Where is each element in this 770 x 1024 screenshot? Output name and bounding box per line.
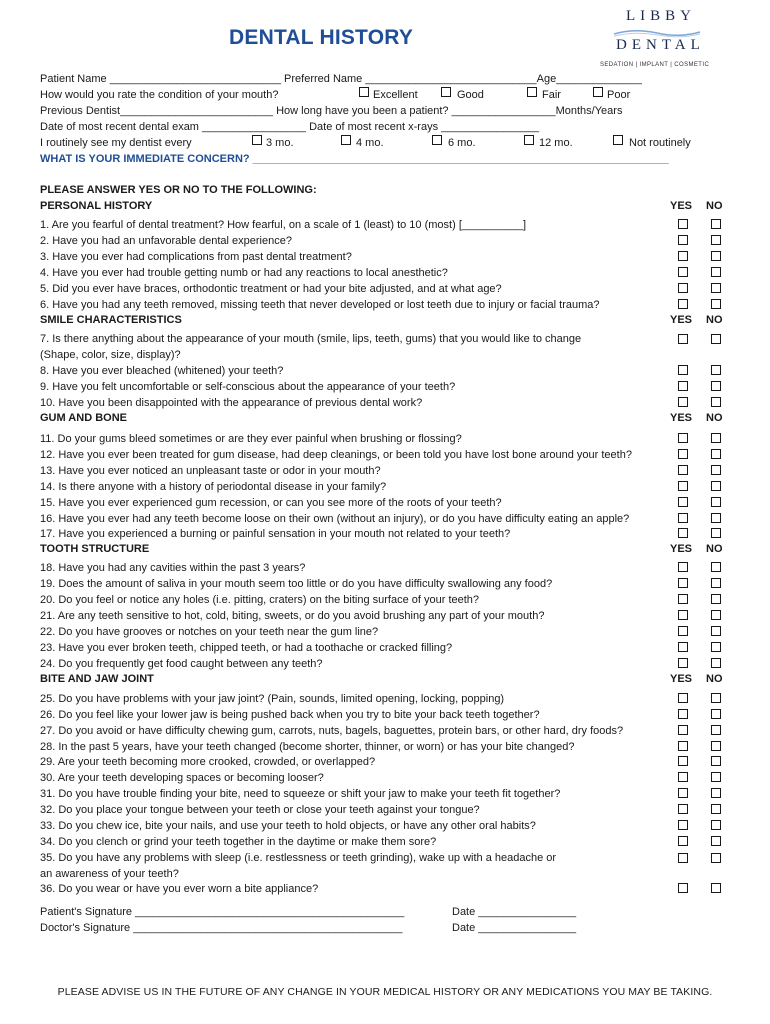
logo-line1: LIBBY: [626, 8, 696, 24]
question-2-yes-checkbox[interactable]: [678, 235, 688, 245]
section-heading-gum-and-bone: GUM AND BONE: [40, 412, 127, 424]
question-36-text: 36. Do you wear or have you ever worn a bite appliance?: [40, 883, 319, 895]
immediate-concern-line[interactable]: WHAT IS YOUR IMMEDIATE CONCERN? ____________________________________________________________________: [40, 153, 669, 165]
question-24-yes-checkbox[interactable]: [678, 658, 688, 668]
question-14-no-checkbox[interactable]: [711, 481, 721, 491]
question-3-text: 3. Have you ever had complications from past dental treatment?: [40, 251, 352, 263]
question-22-no-checkbox[interactable]: [711, 626, 721, 636]
question-6-yes-checkbox[interactable]: [678, 299, 688, 309]
question-14-text: 14. Is there anyone with a history of periodontal disease in your family?: [40, 481, 387, 493]
question-8-no-checkbox[interactable]: [711, 365, 721, 375]
question-20-text: 20. Do you feel or notice any holes (i.e. pitting, craters) on the biting surface of your teeth?: [40, 594, 480, 606]
question-10-no-checkbox[interactable]: [711, 397, 721, 407]
question-32-no-checkbox[interactable]: [711, 804, 721, 814]
question-29-no-checkbox[interactable]: [711, 756, 721, 766]
rating-excellent-checkbox[interactable]: [359, 87, 369, 97]
question-35-text-cont: an awareness of your teeth?: [40, 868, 179, 880]
question-36-yes-checkbox[interactable]: [678, 883, 688, 893]
patient-signature-date[interactable]: Date ________________: [452, 906, 577, 918]
question-12-no-checkbox[interactable]: [711, 449, 721, 459]
question-1-text: 1. Are you fearful of dental treatment? How fearful, on a scale of 1 (least) to 10 (most) [__________]: [40, 219, 527, 231]
question-29-yes-checkbox[interactable]: [678, 756, 688, 766]
frequency-3mo-label: 3 mo.: [266, 137, 294, 149]
footer-notice: PLEASE ADVISE US IN THE FUTURE OF ANY CHANGE IN YOUR MEDICAL HISTORY OR ANY MEDICATIONS YOU MAY BE TAKING.: [57, 986, 713, 998]
question-18-text: 18. Have you had any cavities within the past 3 years?: [40, 562, 306, 574]
question-21-yes-checkbox[interactable]: [678, 610, 688, 620]
question-17-no-checkbox[interactable]: [711, 528, 721, 538]
question-27-text: 27. Do you avoid or have difficulty chewing gum, carrots, nuts, bagels, baguettes, protein bars, or other hard, dry foods?: [40, 725, 624, 737]
rating-good-label: Good: [457, 89, 484, 101]
question-17-text: 17. Have you experienced a burning or painful sensation in your mouth not related to your teeth?: [40, 528, 511, 540]
question-15-yes-checkbox[interactable]: [678, 497, 688, 507]
question-33-no-checkbox[interactable]: [711, 820, 721, 830]
question-7-text: 7. Is there anything about the appearance of your mouth (smile, lips, teeth, gums) that you would like to change: [40, 333, 582, 345]
question-21-no-checkbox[interactable]: [711, 610, 721, 620]
question-14-yes-checkbox[interactable]: [678, 481, 688, 491]
question-24-no-checkbox[interactable]: [711, 658, 721, 668]
question-9-yes-checkbox[interactable]: [678, 381, 688, 391]
yes-column-header: YES: [670, 412, 693, 424]
question-36-no-checkbox[interactable]: [711, 883, 721, 893]
doctor-signature-date[interactable]: Date ________________: [452, 922, 577, 934]
rating-poor-label: Poor: [607, 89, 631, 101]
question-33-yes-checkbox[interactable]: [678, 820, 688, 830]
frequency-6mo-checkbox[interactable]: [432, 135, 442, 145]
mouth-condition-question: How would you rate the condition of your mouth?: [40, 89, 279, 101]
question-22-yes-checkbox[interactable]: [678, 626, 688, 636]
no-column-header: NO: [706, 673, 723, 685]
patient-name-line[interactable]: Patient Name ____________________________ Preferred Name ____________________________Age______________: [40, 73, 642, 85]
question-17-yes-checkbox[interactable]: [678, 528, 688, 538]
question-13-no-checkbox[interactable]: [711, 465, 721, 475]
rating-excellent-label: Excellent: [373, 89, 418, 101]
question-16-yes-checkbox[interactable]: [678, 513, 688, 523]
question-19-no-checkbox[interactable]: [711, 578, 721, 588]
yes-column-header: YES: [670, 200, 693, 212]
question-27-yes-checkbox[interactable]: [678, 725, 688, 735]
section-heading-tooth-structure: TOOTH STRUCTURE: [40, 543, 150, 555]
logo-tagline: SEDATION | IMPLANT | COSMETIC: [600, 62, 710, 68]
frequency-not-routinely-checkbox[interactable]: [613, 135, 623, 145]
question-7-yes-checkbox[interactable]: [678, 334, 688, 344]
frequency-12mo-checkbox[interactable]: [524, 135, 534, 145]
question-8-yes-checkbox[interactable]: [678, 365, 688, 375]
question-3-no-checkbox[interactable]: [711, 251, 721, 261]
question-30-text: 30. Are your teeth developing spaces or becoming looser?: [40, 772, 324, 784]
question-31-no-checkbox[interactable]: [711, 788, 721, 798]
question-11-yes-checkbox[interactable]: [678, 433, 688, 443]
question-29-text: 29. Are your teeth becoming more crooked, crowded, or overlapped?: [40, 756, 376, 768]
question-26-text: 26. Do you feel like your lower jaw is being pushed back when you try to bite your back teeth together?: [40, 709, 540, 721]
doctor-signature-line[interactable]: Doctor's Signature ____________________________________________: [40, 922, 403, 934]
question-13-yes-checkbox[interactable]: [678, 465, 688, 475]
question-6-text: 6. Have you had any teeth removed, missing teeth that never developed or lost teeth due to injury or facial trauma?: [40, 299, 600, 311]
question-22-text: 22. Do you have grooves or notches on your teeth near the gum line?: [40, 626, 379, 638]
question-23-text: 23. Have you ever broken teeth, chipped teeth, or had a toothache or cracked filling?: [40, 642, 453, 654]
question-16-text: 16. Have you ever had any teeth become loose on their own (without an injury), or do you have difficulty eating an apple?: [40, 513, 630, 525]
question-1-no-checkbox[interactable]: [711, 219, 721, 229]
question-25-yes-checkbox[interactable]: [678, 693, 688, 703]
section-heading-bite-and-jaw-joint: BITE AND JAW JOINT: [40, 673, 154, 685]
question-15-no-checkbox[interactable]: [711, 497, 721, 507]
question-10-yes-checkbox[interactable]: [678, 397, 688, 407]
question-2-no-checkbox[interactable]: [711, 235, 721, 245]
recent-exam-line[interactable]: Date of most recent dental exam _________________ Date of most recent x-rays ________________: [40, 121, 540, 133]
question-11-no-checkbox[interactable]: [711, 433, 721, 443]
question-7-text-cont: (Shape, color, size, display)?: [40, 349, 181, 361]
question-9-text: 9. Have you felt uncomfortable or self-conscious about the appearance of your teeth?: [40, 381, 456, 393]
rating-fair-label: Fair: [542, 89, 561, 101]
question-20-no-checkbox[interactable]: [711, 594, 721, 604]
question-8-text: 8. Have you ever bleached (whitened) your teeth?: [40, 365, 284, 377]
question-19-text: 19. Does the amount of saliva in your mouth seem too little or do you have difficulty swallowing any food?: [40, 578, 553, 590]
no-column-header: NO: [706, 543, 723, 555]
question-34-no-checkbox[interactable]: [711, 836, 721, 846]
question-10-text: 10. Have you been disappointed with the appearance of previous dental work?: [40, 397, 423, 409]
question-4-no-checkbox[interactable]: [711, 267, 721, 277]
question-7-no-checkbox[interactable]: [711, 334, 721, 344]
instruction-heading: PLEASE ANSWER YES OR NO TO THE FOLLOWING:: [40, 184, 317, 196]
question-25-no-checkbox[interactable]: [711, 693, 721, 703]
question-33-text: 33. Do you chew ice, bite your nails, and use your teeth to hold objects, or have any other oral habits?: [40, 820, 536, 832]
question-28-yes-checkbox[interactable]: [678, 741, 688, 751]
question-26-yes-checkbox[interactable]: [678, 709, 688, 719]
section-heading-smile-characteristics: SMILE CHARACTERISTICS: [40, 314, 182, 326]
question-34-text: 34. Do you clench or grind your teeth together in the daytime or make them sore?: [40, 836, 437, 848]
section-heading-personal-history: PERSONAL HISTORY: [40, 200, 153, 212]
question-12-text: 12. Have you ever been treated for gum disease, had deep cleanings, or been told you have lost bone around your teeth?: [40, 449, 632, 461]
question-4-yes-checkbox[interactable]: [678, 267, 688, 277]
question-23-yes-checkbox[interactable]: [678, 642, 688, 652]
question-31-text: 31. Do you have trouble finding your bite, need to squeeze or shift your jaw to make your teeth fit together?: [40, 788, 561, 800]
question-16-no-checkbox[interactable]: [711, 513, 721, 523]
no-column-header: NO: [706, 412, 723, 424]
question-4-text: 4. Have you ever had trouble getting numb or had any reactions to local anesthetic?: [40, 267, 448, 279]
question-19-yes-checkbox[interactable]: [678, 578, 688, 588]
rating-fair-checkbox[interactable]: [527, 87, 537, 97]
previous-dentist-line[interactable]: Previous Dentist_________________________ How long have you been a patient? _________________Months/Years: [40, 105, 623, 117]
yes-column-header: YES: [670, 673, 693, 685]
logo-line2: DENTAL: [616, 37, 705, 53]
question-3-yes-checkbox[interactable]: [678, 251, 688, 261]
patient-signature-line[interactable]: Patient's Signature ____________________________________________: [40, 906, 405, 918]
question-32-yes-checkbox[interactable]: [678, 804, 688, 814]
question-35-text: 35. Do you have any problems with sleep (i.e. restlessness or teeth grinding), wake up with a headache or: [40, 852, 557, 864]
question-34-yes-checkbox[interactable]: [678, 836, 688, 846]
question-2-text: 2. Have you had an unfavorable dental experience?: [40, 235, 292, 247]
question-1-yes-checkbox[interactable]: [678, 219, 688, 229]
frequency-4mo-label: 4 mo.: [356, 137, 384, 149]
question-15-text: 15. Have you ever experienced gum recession, or can you see more of the roots of your teeth?: [40, 497, 502, 509]
question-18-yes-checkbox[interactable]: [678, 562, 688, 572]
question-35-yes-checkbox[interactable]: [678, 853, 688, 863]
form-title: DENTAL HISTORY: [229, 26, 414, 49]
question-32-text: 32. Do you place your tongue between your teeth or close your teeth against your tongue?: [40, 804, 480, 816]
question-31-yes-checkbox[interactable]: [678, 788, 688, 798]
question-21-text: 21. Are any teeth sensitive to hot, cold, biting, sweets, or do you avoid brushing any part of your mouth?: [40, 610, 545, 622]
question-9-no-checkbox[interactable]: [711, 381, 721, 391]
question-28-no-checkbox[interactable]: [711, 741, 721, 751]
question-23-no-checkbox[interactable]: [711, 642, 721, 652]
question-30-yes-checkbox[interactable]: [678, 772, 688, 782]
frequency-not-routinely-label: Not routinely: [629, 137, 691, 149]
rating-poor-checkbox[interactable]: [593, 87, 603, 97]
question-24-text: 24. Do you frequently get food caught between any teeth?: [40, 658, 323, 670]
question-18-no-checkbox[interactable]: [711, 562, 721, 572]
yes-column-header: YES: [670, 543, 693, 555]
question-20-yes-checkbox[interactable]: [678, 594, 688, 604]
question-6-no-checkbox[interactable]: [711, 299, 721, 309]
yes-column-header: YES: [670, 314, 693, 326]
question-12-yes-checkbox[interactable]: [678, 449, 688, 459]
question-5-text: 5. Did you ever have braces, orthodontic treatment or had your bite adjusted, and at what age?: [40, 283, 502, 295]
question-28-text: 28. In the past 5 years, have your teeth changed (become shorter, thinner, or worn) or has your bite changed?: [40, 741, 575, 753]
routine-visit-question: I routinely see my dentist every: [40, 137, 192, 149]
no-column-header: NO: [706, 200, 723, 212]
question-13-text: 13. Have you ever noticed an unpleasant taste or odor in your mouth?: [40, 465, 381, 477]
question-30-no-checkbox[interactable]: [711, 772, 721, 782]
question-27-no-checkbox[interactable]: [711, 725, 721, 735]
no-column-header: NO: [706, 314, 723, 326]
question-26-no-checkbox[interactable]: [711, 709, 721, 719]
question-35-no-checkbox[interactable]: [711, 853, 721, 863]
frequency-3mo-checkbox[interactable]: [252, 135, 262, 145]
question-5-yes-checkbox[interactable]: [678, 283, 688, 293]
rating-good-checkbox[interactable]: [441, 87, 451, 97]
question-25-text: 25. Do you have problems with your jaw joint? (Pain, sounds, limited opening, locking, popping): [40, 693, 505, 705]
question-5-no-checkbox[interactable]: [711, 283, 721, 293]
frequency-12mo-label: 12 mo.: [539, 137, 573, 149]
frequency-6mo-label: 6 mo.: [448, 137, 476, 149]
question-11-text: 11. Do your gums bleed sometimes or are they ever painful when brushing or flossing?: [40, 433, 462, 445]
frequency-4mo-checkbox[interactable]: [341, 135, 351, 145]
